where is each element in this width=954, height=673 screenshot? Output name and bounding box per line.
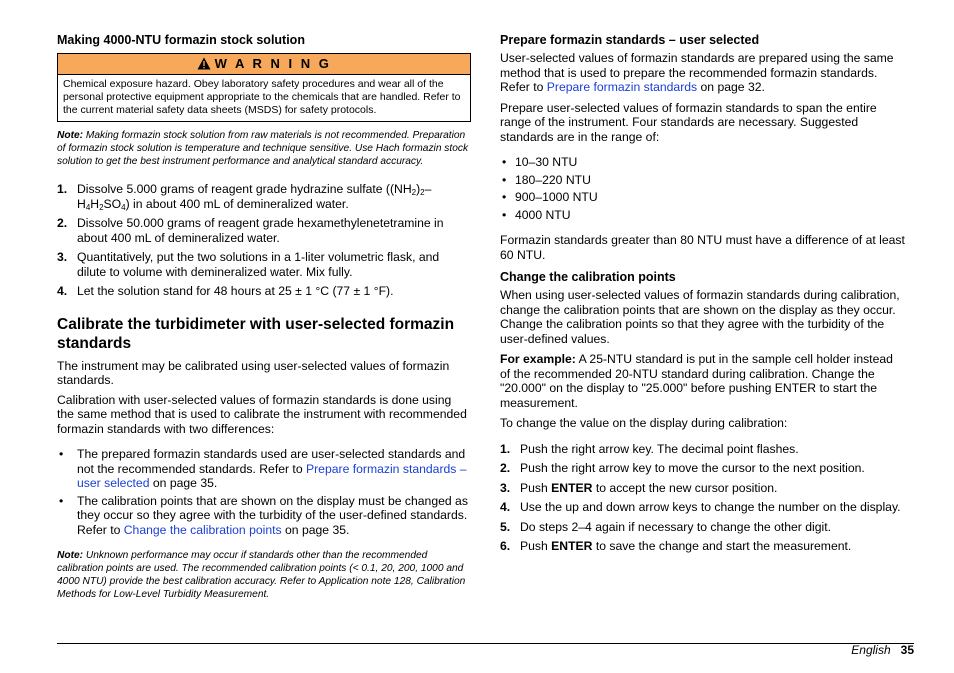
warning-box [57, 53, 471, 122]
stock-solution-steps [57, 182, 471, 299]
list-item [500, 155, 905, 170]
bullet: • [59, 493, 64, 508]
step-text: Use the up and down arrow keys to change the number on the display. [520, 500, 901, 514]
bullet: • [59, 447, 64, 461]
note-stock-solution [57, 129, 471, 168]
step-text: –H [77, 182, 432, 211]
bullet-text: The prepared formazin standards used are user-selected standards and not the recommended standards. Refer to [77, 447, 466, 476]
list-item [500, 500, 905, 515]
bullet-text: The calibration points that are shown on the display must be changed as they occur so they agree with the turbidity of the user-defined standards. Refer to [77, 493, 468, 537]
link-change-calibration-points[interactable]: Change the calibration points [123, 522, 282, 537]
range-text: 10–30 NTU [515, 155, 578, 169]
list-item [500, 539, 905, 554]
step-number: 1. [500, 441, 511, 456]
ranges-list [500, 155, 905, 222]
step-number: 6. [500, 539, 511, 553]
list-item [57, 216, 471, 245]
step-text: Dissolve 5.000 grams of reagent grade hydrazine sulfate ((NH [77, 182, 412, 196]
step-text: Quantitatively, put the two solutions in a 1-liter volumetric flask, and dilute to volume with demineralized water. Mix fully. [77, 250, 440, 279]
list-item [57, 494, 471, 538]
list-item [500, 481, 905, 496]
list-item [500, 190, 905, 205]
warning-triangle-icon [197, 57, 211, 70]
step-text: to save the change and start the measurement. [592, 539, 852, 553]
bullet: • [502, 207, 507, 222]
warning-header [58, 54, 470, 75]
list-item [57, 447, 471, 491]
paragraph: When using user-selected values of formazin standards during calibration, change the calibration points that are shown on the display as they occur. Change the calibration points so that they agree with the turbidity of the user-defined values. [500, 288, 900, 346]
list-item [500, 520, 905, 535]
page-footer [851, 643, 914, 657]
step-text: Push [520, 539, 552, 553]
step-number: 4. [57, 284, 68, 298]
example-label: For example: [500, 352, 576, 366]
list-item [57, 182, 471, 211]
step-number: 4. [500, 500, 511, 514]
subscript: 2 [99, 202, 104, 212]
footer-language: English [851, 643, 891, 657]
paragraph: To change the value on the display during calibration: [500, 416, 788, 430]
step-number: 5. [500, 519, 511, 534]
step-text: Dissolve 50.000 grams of reagent grade hexamethylenetetramine in about 400 mL of demineralized water. [77, 216, 444, 245]
range-text: 4000 NTU [515, 207, 571, 222]
list-item [500, 173, 905, 188]
paragraph: The instrument may be calibrated using user-selected values of formazin standards. [57, 358, 450, 387]
note-label: Note: [57, 130, 84, 141]
subscript: 2 [411, 188, 417, 197]
paragraph [500, 51, 905, 95]
section-heading-change-calibration: Change the calibration points [500, 270, 676, 284]
bullet: • [502, 190, 507, 204]
bullet-text: on page 35. [281, 522, 350, 537]
warning-title: W A R N I N G [214, 56, 332, 71]
differences-list [57, 447, 471, 537]
section-heading-calibrate: Calibrate the turbidimeter with user-selected formazin standards [57, 315, 455, 352]
list-item [57, 250, 471, 279]
link-prepare-formazin-standards[interactable]: Prepare formazin standards [546, 80, 698, 94]
paragraph: Prepare user-selected values of formazin standards to span the entire range of the instrument. Four standards are necessary. Suggested standards are in the range of: [500, 100, 877, 144]
paragraph: Formazin standards greater than 80 NTU must have a difference of at least 60 NTU. [500, 233, 905, 262]
step-number: 3. [57, 250, 68, 264]
note-label: Note: [57, 550, 84, 561]
step-number: 1. [57, 182, 68, 196]
step-text: to accept the new cursor position. [592, 480, 778, 495]
footer-rule [57, 643, 914, 644]
paragraph: Calibration with user-selected values of formazin standards is done using the same method that is used to calibrate the instrument with recommended formazin standards with two differences: [57, 392, 467, 436]
warning-text: Chemical exposure hazard. Obey laboratory safety procedures and wear all of the personal protective equipment appropriate to the chemicals that are handled. Refer to the current material safety data sheets (MSDS) for safety protocols. [63, 78, 461, 116]
section-heading-stock-solution: Making 4000-NTU formazin stock solution [57, 33, 305, 47]
list-item [500, 461, 905, 476]
step-text: Do steps 2–4 again if necessary to change the other digit. [520, 519, 831, 534]
step-number: 3. [500, 480, 511, 495]
left-column [57, 32, 471, 615]
subscript: 2 [420, 188, 425, 197]
list-item [500, 208, 905, 223]
note-text: Unknown performance may occur if standards other than the recommended calibration points are used. The recommended calibration points (< 0.1, 20, 200, 1000 and 4000 NTU) provide the best calibration accuracy. Refer to Application note 128, Calibration Methods for Low-Level Turbidity Measurement. [57, 550, 466, 600]
page-number: 35 [900, 643, 914, 657]
key-name: ENTER [551, 480, 593, 495]
step-number: 2. [57, 216, 68, 230]
note-text: Making formazin stock solution from raw materials is not recommended. Preparation of formazin stock solution is temperature and technique sensitive. Use Hach formazin stock solution to get the best instrument performance and analytical standard accuracy. [57, 130, 469, 167]
example-text: A 25-NTU standard is put in the sample cell holder instead of the recommended 20-NTU standard during calibration. Change the "20.000" on the display to "25.000" before pushing ENTER to start the measurement. [500, 352, 893, 410]
range-text: 180–220 NTU [515, 172, 591, 187]
step-text: H [90, 196, 100, 211]
step-text: Push [520, 480, 552, 495]
subscript: 4 [121, 202, 126, 212]
section-heading-prepare-user-selected: Prepare formazin standards – user selected [500, 33, 760, 47]
bullet: • [502, 155, 507, 169]
bullet-text: on page 35. [149, 476, 218, 490]
step-text: SO [103, 196, 122, 211]
step-text: Push the right arrow key to move the cursor to the next position. [520, 461, 865, 475]
subscript: 4 [85, 202, 91, 212]
paragraph-text: on page 32. [697, 80, 765, 94]
change-value-steps [500, 442, 905, 554]
range-text: 900–1000 NTU [515, 190, 598, 204]
step-text: ) in about 400 mL of demineralized water. [125, 196, 349, 211]
bullet: • [502, 172, 507, 187]
link-prepare-user-selected[interactable]: Prepare formazin standards – user selected [77, 461, 467, 490]
example-paragraph [500, 352, 905, 410]
list-item [57, 284, 471, 299]
paragraph-text: User-selected values of formazin standards are prepared using the same method that is used to prepare the recommended formazin standards. Refer to [500, 51, 894, 94]
step-text: Let the solution stand for 48 hours at 25 ± 1 °C (77 ± 1 °F). [77, 284, 394, 298]
key-name: ENTER [551, 539, 593, 553]
note-calibration-points [57, 549, 471, 601]
list-item [500, 442, 905, 457]
step-number: 2. [500, 461, 511, 475]
step-text: ) [416, 182, 421, 196]
right-column [500, 32, 905, 554]
step-text: Push the right arrow key. The decimal point flashes. [520, 441, 799, 456]
